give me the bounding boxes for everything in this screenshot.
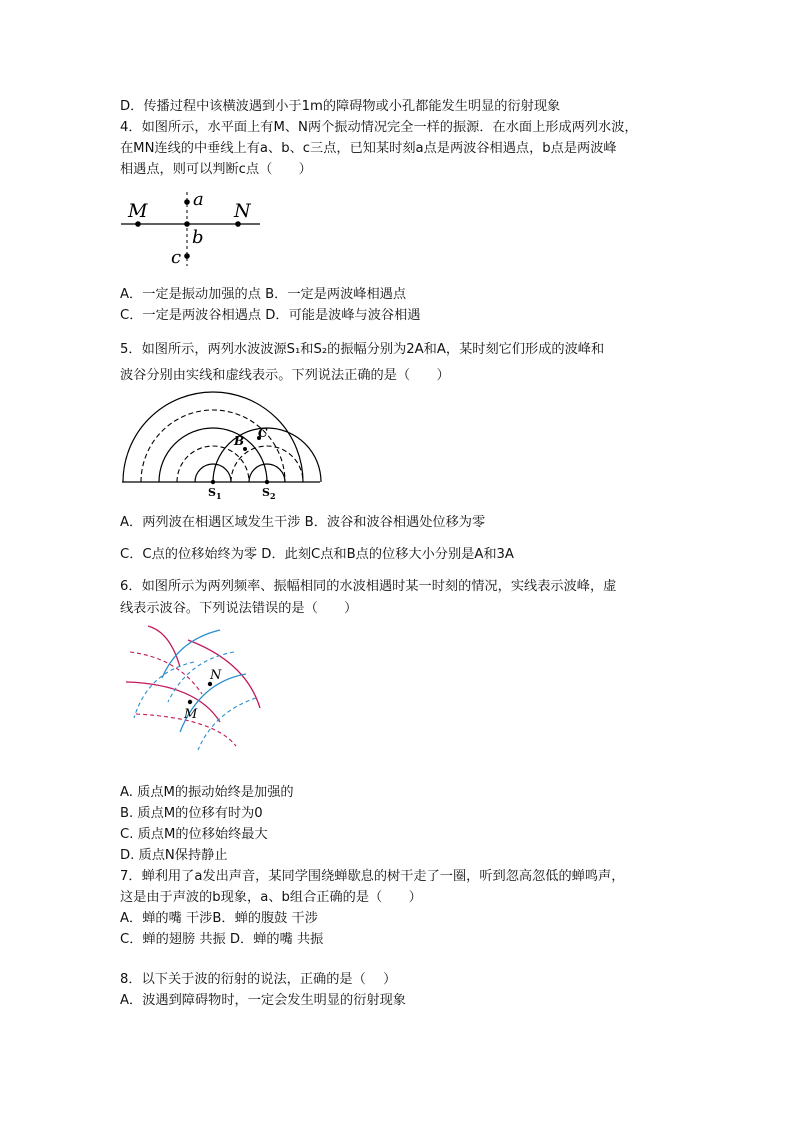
point-m xyxy=(188,700,192,704)
label-a: a xyxy=(193,189,204,210)
q8-stem: 8．以下关于波的衍射的说法，正确的是（ ） xyxy=(120,972,397,987)
q6-figure xyxy=(118,622,268,758)
s1-crest-outer xyxy=(123,392,303,482)
q8-option-a: A．波遇到障碍物时，一定会发生明显的衍射现象 xyxy=(120,993,406,1008)
label-n: N xyxy=(210,668,222,683)
source-s1 xyxy=(211,480,215,484)
label-b: B xyxy=(234,434,245,448)
q7-options-ab: A．蝉的嘴 干涉B．蝉的腹鼓 干涉 xyxy=(120,911,318,926)
point-a xyxy=(184,199,190,205)
point-b xyxy=(184,221,190,227)
q4-options-ab: A．一定是振动加强的点 B．一定是两波峰相遇点 xyxy=(120,287,407,302)
q7-stem-line2: 这是由于声波的b现象，a、b组合正确的是（ ） xyxy=(120,890,422,905)
q4-figure xyxy=(118,188,268,272)
label-s1: $S_1$ xyxy=(208,486,222,501)
q5-stem-line2: 波谷分别由实线和虚线表示。下列说法正确的是（ ） xyxy=(120,368,450,383)
label-m: M xyxy=(128,200,148,222)
q6-option-d: D. 质点N保持静止 xyxy=(120,848,228,863)
q4-stem-line1: 4．如图所示，水平面上有M、N两个振动情况完全一样的振源．在水面上形成两列水波， xyxy=(120,120,638,135)
q3-option-d: D．传播过程中该横波遇到小于1m的障碍物或小孔都能发生明显的衍射现象 xyxy=(120,99,561,114)
label-m: M xyxy=(184,707,198,722)
label-b: b xyxy=(192,227,204,248)
q6-option-b: B. 质点M的位移有时为0 xyxy=(120,806,263,821)
q6-stem-line1: 6．如图所示为两列频率、振幅相同的水波相遇时某一时刻的情况，实线表示波峰，虚 xyxy=(120,579,617,594)
label-n: N xyxy=(234,200,251,222)
source-s2 xyxy=(265,480,269,484)
q5-options-ab: A．两列波在相遇区域发生干涉 B．波谷和波谷相遇处位移为零 xyxy=(120,515,486,530)
q5-figure xyxy=(118,398,324,502)
q5-options-cd: C．C点的位移始终为零 D．此刻C点和B点的位移大小分别是A和3A xyxy=(120,547,514,562)
label-s2: $S_2$ xyxy=(262,486,276,501)
point-n xyxy=(235,221,241,227)
point-m xyxy=(135,221,141,227)
q4-stem-line3: 相遇点，则可以判断c点（ ） xyxy=(120,162,312,177)
q6-stem-line2: 线表示波谷。下列说法错误的是（ ） xyxy=(120,601,358,616)
q4-options-cd: C．一定是两波谷相遇点 D．可能是波峰与波谷相遇 xyxy=(120,308,421,323)
q7-stem-line1: 7．蝉利用了a发出声音，某同学围绕蝉歇息的树干走了一圈，听到忽高忽低的蝉鸣声， xyxy=(120,869,625,884)
q7-options-cd: C．蝉的翅膀 共振 D．蝉的嘴 共振 xyxy=(120,932,324,947)
label-c: C xyxy=(258,426,268,440)
q6-option-c: C. 质点M的位移始终最大 xyxy=(120,827,268,842)
wave1-crest-2 xyxy=(126,682,220,722)
q4-stem-line2: 在MN连线的中垂线上有a、b、c三点，已知某时刻a点是两波谷相遇点，b点是两波峰 xyxy=(120,141,617,156)
q5-stem-line1: 5．如图所示，两列水波波源S₁和S₂的振幅分别为2A和A，某时刻它们形成的波峰和 xyxy=(120,342,605,357)
wave1-crest-1 xyxy=(148,626,180,667)
label-c: c xyxy=(171,247,182,268)
point-c xyxy=(184,253,190,259)
wave1-crest-3 xyxy=(188,640,260,708)
q6-option-a: A. 质点M的振动始终是加强的 xyxy=(120,785,294,800)
